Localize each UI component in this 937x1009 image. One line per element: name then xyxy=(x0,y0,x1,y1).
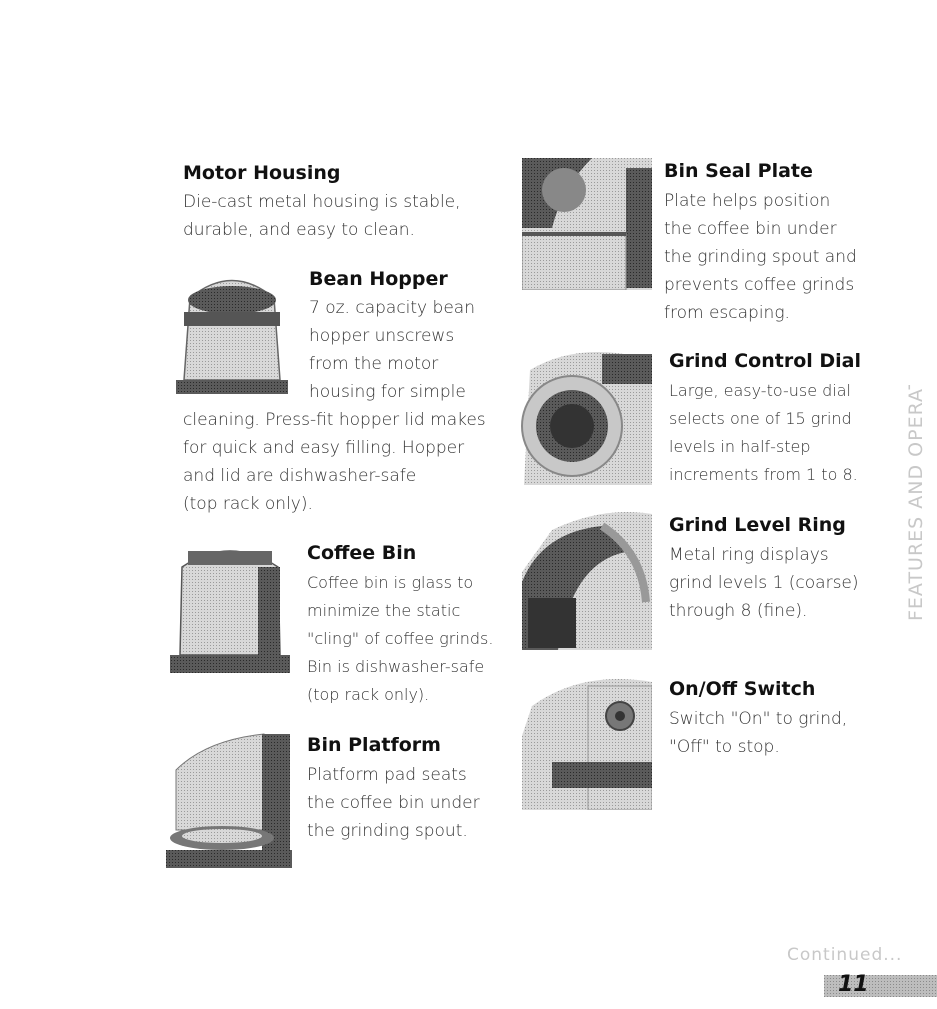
on-off-switch-photo xyxy=(522,676,652,810)
side-tab-label: FEATURES AND OPERATION xyxy=(905,385,927,621)
text-line: for quick and easy filling. Hopper xyxy=(183,438,465,458)
grind-level-ring-text xyxy=(669,541,859,625)
text-line: Metal ring displays xyxy=(669,545,829,565)
bin-seal-plate-text xyxy=(664,187,857,327)
text-line: housing for simple xyxy=(309,382,466,402)
grind-control-dial-title: Grind Control Dial xyxy=(669,350,861,372)
coffee-bin-title: Coffee Bin xyxy=(307,542,417,564)
section-side-tab xyxy=(880,385,937,625)
text-line: the grinding spout and xyxy=(664,247,857,267)
text-line: Platform pad seats xyxy=(307,765,467,785)
motor-housing-text xyxy=(183,188,461,244)
text-line: Bin is dishwasher-safe xyxy=(307,657,485,676)
text-line: Large, easy-to-use dial xyxy=(669,381,851,400)
bean-hopper-photo xyxy=(172,268,292,398)
text-line: minimize the static xyxy=(307,601,461,620)
text-line: selects one of 15 grind xyxy=(669,409,852,428)
text-line: from escaping. xyxy=(664,303,790,323)
text-line: Die-cast metal housing is stable, xyxy=(183,192,461,212)
text-line: Plate helps position xyxy=(664,191,831,211)
bean-hopper-text xyxy=(309,294,475,406)
grind-level-ring-photo xyxy=(522,512,652,650)
text-line: "Off" to stop. xyxy=(669,737,780,757)
text-line: (top rack only). xyxy=(183,494,313,514)
bin-seal-plate-photo xyxy=(522,158,652,290)
bean-hopper-text-wrap xyxy=(183,406,486,518)
text-line: the coffee bin under xyxy=(664,219,837,239)
grind-level-ring-title: Grind Level Ring xyxy=(669,514,846,536)
text-line: and lid are dishwasher-safe xyxy=(183,466,417,486)
text-line: the coffee bin under xyxy=(307,793,480,813)
text-line: from the motor xyxy=(309,354,439,374)
page-number: 11 xyxy=(838,972,869,997)
coffee-bin-text xyxy=(307,569,493,709)
text-line: increments from 1 to 8. xyxy=(669,465,858,484)
on-off-switch-text xyxy=(669,705,847,761)
bean-hopper-title: Bean Hopper xyxy=(309,268,448,290)
text-line: prevents coffee grinds xyxy=(664,275,855,295)
bin-seal-plate-title: Bin Seal Plate xyxy=(664,160,813,182)
text-line: 7 oz. capacity bean xyxy=(309,298,475,318)
text-line: durable, and easy to clean. xyxy=(183,220,415,240)
grind-control-dial-photo xyxy=(510,350,652,485)
on-off-switch-title: On/Off Switch xyxy=(669,678,816,700)
coffee-bin-photo xyxy=(168,537,292,675)
text-line: levels in half-step xyxy=(669,437,811,456)
text-line: Switch "On" to grind, xyxy=(669,709,848,729)
bin-platform-title: Bin Platform xyxy=(307,734,441,756)
text-line: Coffee bin is glass to xyxy=(307,573,474,592)
text-line: hopper unscrews xyxy=(309,326,455,346)
bin-platform-text xyxy=(307,761,480,845)
text-line: grind levels 1 (coarse) xyxy=(669,573,859,593)
continued-label: Continued... xyxy=(787,945,903,965)
text-line: (top rack only). xyxy=(307,685,430,704)
grind-control-dial-text xyxy=(669,377,858,489)
text-line: through 8 (fine). xyxy=(669,601,808,621)
text-line: "cling" of coffee grinds. xyxy=(307,629,494,648)
bin-platform-photo xyxy=(166,730,292,868)
motor-housing-title: Motor Housing xyxy=(183,162,341,184)
text-line: the grinding spout. xyxy=(307,821,468,841)
text-line: cleaning. Press-fit hopper lid makes xyxy=(183,410,486,430)
